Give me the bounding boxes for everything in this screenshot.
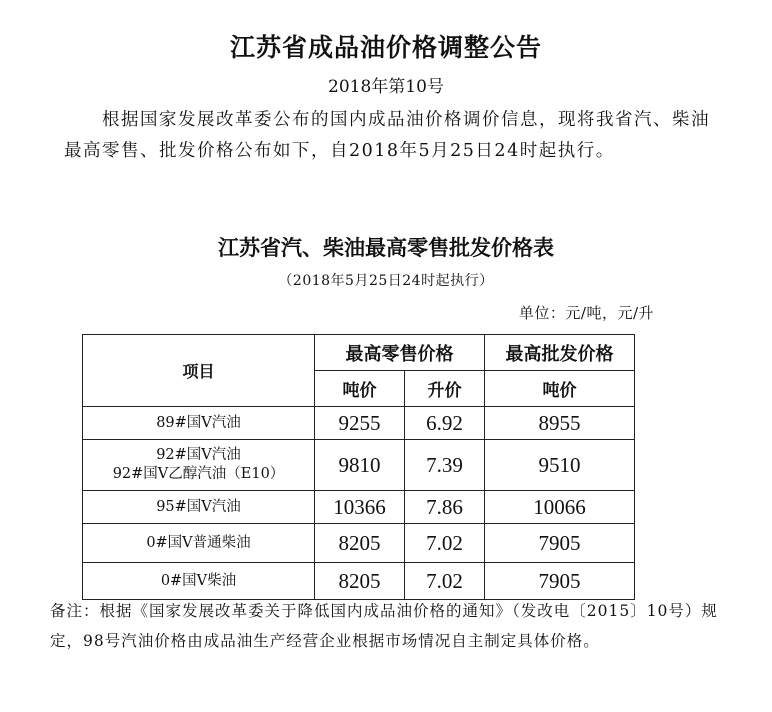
row-wholesale-ton: 7905 bbox=[485, 563, 635, 600]
table-title: 江苏省汽、柴油最高零售批发价格表 bbox=[218, 236, 554, 260]
row-retail-ton: 9810 bbox=[315, 440, 405, 491]
page-title: 江苏省成品油价格调整公告 bbox=[229, 33, 542, 62]
header-item: 项目 bbox=[83, 335, 315, 407]
table-row bbox=[83, 524, 635, 563]
document-number: 2018年第10号 bbox=[328, 77, 444, 97]
row-retail-liter: 7.02 bbox=[405, 524, 485, 563]
row-wholesale-ton: 10066 bbox=[485, 491, 635, 524]
row-name: 89#国Ⅴ汽油 bbox=[83, 407, 315, 440]
footnote: 备注：根据《国家发展改革委关于降低国内成品油价格的通知》（发改电〔2015〕10号）规定，98号汽油价格由成品油生产经营企业根据市场情况自主制定具体价格。 bbox=[50, 602, 718, 650]
header-retail-ton: 吨价 bbox=[315, 371, 405, 407]
table-row bbox=[83, 563, 635, 600]
header-wholesale-group: 最高批发价格 bbox=[485, 335, 635, 371]
table-row bbox=[83, 440, 635, 491]
row-wholesale-ton: 9510 bbox=[485, 440, 635, 491]
row-retail-liter: 7.39 bbox=[405, 440, 485, 491]
row-retail-liter: 7.02 bbox=[405, 563, 485, 600]
row-retail-liter: 7.86 bbox=[405, 491, 485, 524]
header-retail-group: 最高零售价格 bbox=[315, 335, 485, 371]
row-retail-ton: 9255 bbox=[315, 407, 405, 440]
price-table bbox=[82, 334, 635, 600]
row-name: 95#国Ⅴ汽油 bbox=[83, 491, 315, 524]
row-wholesale-ton: 8955 bbox=[485, 407, 635, 440]
header-retail-liter: 升价 bbox=[405, 371, 485, 407]
table-row bbox=[83, 491, 635, 524]
row-name: 0#国Ⅴ普通柴油 bbox=[83, 524, 315, 563]
row-name-line-2: 92#国Ⅴ乙醇汽油（E10） bbox=[112, 466, 285, 482]
row-name-line-1: 92#国Ⅴ汽油 bbox=[156, 447, 241, 463]
row-retail-liter: 6.92 bbox=[405, 407, 485, 440]
row-retail-ton: 8205 bbox=[315, 563, 405, 600]
row-wholesale-ton: 7905 bbox=[485, 524, 635, 563]
row-name bbox=[83, 440, 315, 491]
unit-label: 单位：元/吨，元/升 bbox=[518, 304, 654, 322]
table-row bbox=[83, 407, 635, 440]
intro-paragraph: 根据国家发展改革委公布的国内成品油价格调价信息，现将我省汽、柴油最高零售、批发价格公布如下，自2018年5月25日24时起执行。 bbox=[64, 110, 710, 161]
row-retail-ton: 8205 bbox=[315, 524, 405, 563]
table-subtitle: （2018年5月25日24时起执行） bbox=[278, 273, 494, 289]
row-retail-ton: 10366 bbox=[315, 491, 405, 524]
header-wholesale-ton: 吨价 bbox=[485, 371, 635, 407]
row-name: 0#国Ⅴ柴油 bbox=[83, 563, 315, 600]
